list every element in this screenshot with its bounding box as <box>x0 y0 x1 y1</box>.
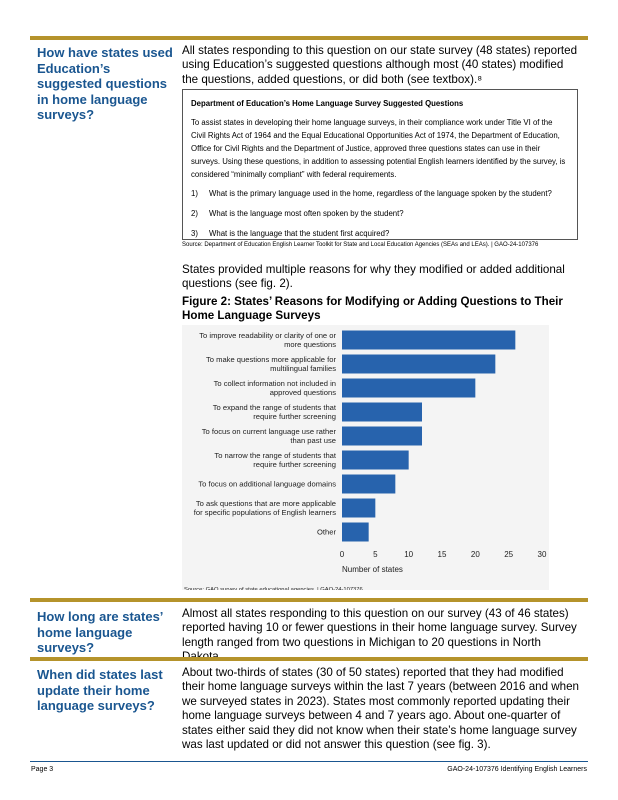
bar <box>342 379 475 398</box>
category-label <box>214 379 337 397</box>
bar <box>342 331 515 350</box>
section-body: Almost all states responding to this question on our survey (43 of 46 states) reported having 10 or fewer questions in their home language survey. Survey length ranged from two questions in Michigan to 20 questions in North <box>182 607 577 649</box>
page-number: Page 3 <box>31 766 54 773</box>
textbox-question <box>191 187 569 200</box>
textbox-paragraph: To assist states in developing their home language surveys, in their compliance work under Title VI of the Civil Rights Act of 1964 and the Equal Educational Opportunities Act of 1974, the Department of Education, Office for Civil Rights and the Department of Justice, approved three questions states can use in their surveys. Using these questions, in addition to assessing potential English learners identified by the survey, is considered “minimally compliant” with federal requirements. <box>191 118 566 179</box>
category-label-line: approved questions <box>269 388 336 398</box>
category-label-line: for specific populations of English learners <box>193 508 336 518</box>
bar-chart <box>182 325 549 590</box>
category-label <box>202 427 337 445</box>
textbox <box>182 89 578 240</box>
section-divider <box>30 36 588 40</box>
category-label-line: To expand the range of students that <box>212 403 336 413</box>
category-label-line: Other <box>317 527 336 537</box>
question-number: 3) <box>191 229 198 238</box>
bar <box>342 355 495 374</box>
section-divider <box>30 598 588 602</box>
textbox-question <box>191 207 569 220</box>
chart-area <box>182 325 549 590</box>
x-axis-label: Number of states <box>342 565 403 574</box>
x-tick-label: 15 <box>437 550 447 559</box>
category-label <box>198 480 336 489</box>
figure-source: Source: GAO survey of state educational agencies. | GAO-24-107376 <box>184 587 363 590</box>
x-tick-label: 25 <box>504 550 514 559</box>
bar <box>342 475 395 494</box>
figure-intro: States provided multiple reasons for why they modified or added additional questions (see fig. 2). <box>182 263 565 291</box>
question-text: What is the language that the student first acquired? <box>209 229 390 238</box>
category-label <box>213 403 337 421</box>
textbox-source: Source: Department of Education English Learner Toolkit for State and Local Education Agencies (SEAs and LEAs). | GAO-24-107376 <box>182 242 539 248</box>
x-tick-label: 20 <box>470 550 480 559</box>
section-heading: When did states last update their home language surveys? <box>37 667 163 713</box>
section-divider <box>30 657 588 661</box>
section-heading: How long are states’ home language surveys? <box>37 609 163 655</box>
figure-title: Figure 2: States’ Reasons for Modifying or Adding Questions to Their Home Language Surveys <box>182 295 563 322</box>
category-label-line: require further screening <box>253 412 336 422</box>
bar <box>342 427 422 446</box>
bar <box>342 403 422 422</box>
category-label-line: To ask questions that are more applicable <box>195 499 336 509</box>
x-tick-label: 0 <box>339 550 345 559</box>
question-text: What is the primary language used in the home, regardless of the language spoken by the student? <box>209 189 552 198</box>
textbox-title: Department of Education’s Home Language Survey Suggested Questions <box>191 99 464 108</box>
bar <box>342 451 409 470</box>
category-label-line: multilingual families <box>270 364 336 374</box>
category-label-line: more questions <box>284 340 336 350</box>
category-label-line: To improve readability or clarity of one or <box>199 331 336 341</box>
question-text: What is the language most often spoken by the student? <box>209 209 404 218</box>
category-label-line: To make questions more applicable for <box>205 355 336 365</box>
section-body: All states responding to this question on our state survey (48 states) reported using Education’s suggested questions although most (40 states) modified the questions, added questions, or did both (see textbox).⁸ <box>182 44 578 86</box>
category-label-line: To focus on additional language domains <box>198 479 336 489</box>
footer-divider <box>30 761 588 762</box>
x-tick-label: 30 <box>537 550 547 559</box>
section-heading: How have states used Education’s suggested questions in home language surveys? <box>37 45 173 122</box>
bar <box>342 523 369 542</box>
category-label-line: To narrow the range of students that <box>214 451 336 461</box>
category-label <box>194 499 336 517</box>
category-label-line: To focus on current language use rather <box>201 427 336 437</box>
question-number: 1) <box>191 189 198 198</box>
category-label-line: To collect information not included in <box>213 379 336 389</box>
x-tick-label: 10 <box>404 550 414 559</box>
category-label-line: require further screening <box>253 460 336 470</box>
section-body: About two-thirds of states (30 of 50 states) reported that they had modified their home language surveys within the last 7 years (between 2016 and when we surveyed states in 2023). States most commonly reported updating their home language surveys between 4 and 7 years ago. About one-quarter of states either said they did not know when their state’s home language survey was last updated or did not answer this question (see fig. 3). <box>182 666 580 752</box>
x-tick-label: 5 <box>373 550 378 559</box>
textbox-question <box>191 227 569 240</box>
category-label <box>214 451 336 469</box>
category-label <box>199 331 336 349</box>
bar <box>342 499 375 518</box>
category-label <box>317 528 336 537</box>
report-id: GAO-24-107376 Identifying English Learners <box>447 766 587 773</box>
category-label-line: than past use <box>290 436 336 446</box>
question-number: 2) <box>191 209 198 218</box>
category-label <box>206 355 336 373</box>
